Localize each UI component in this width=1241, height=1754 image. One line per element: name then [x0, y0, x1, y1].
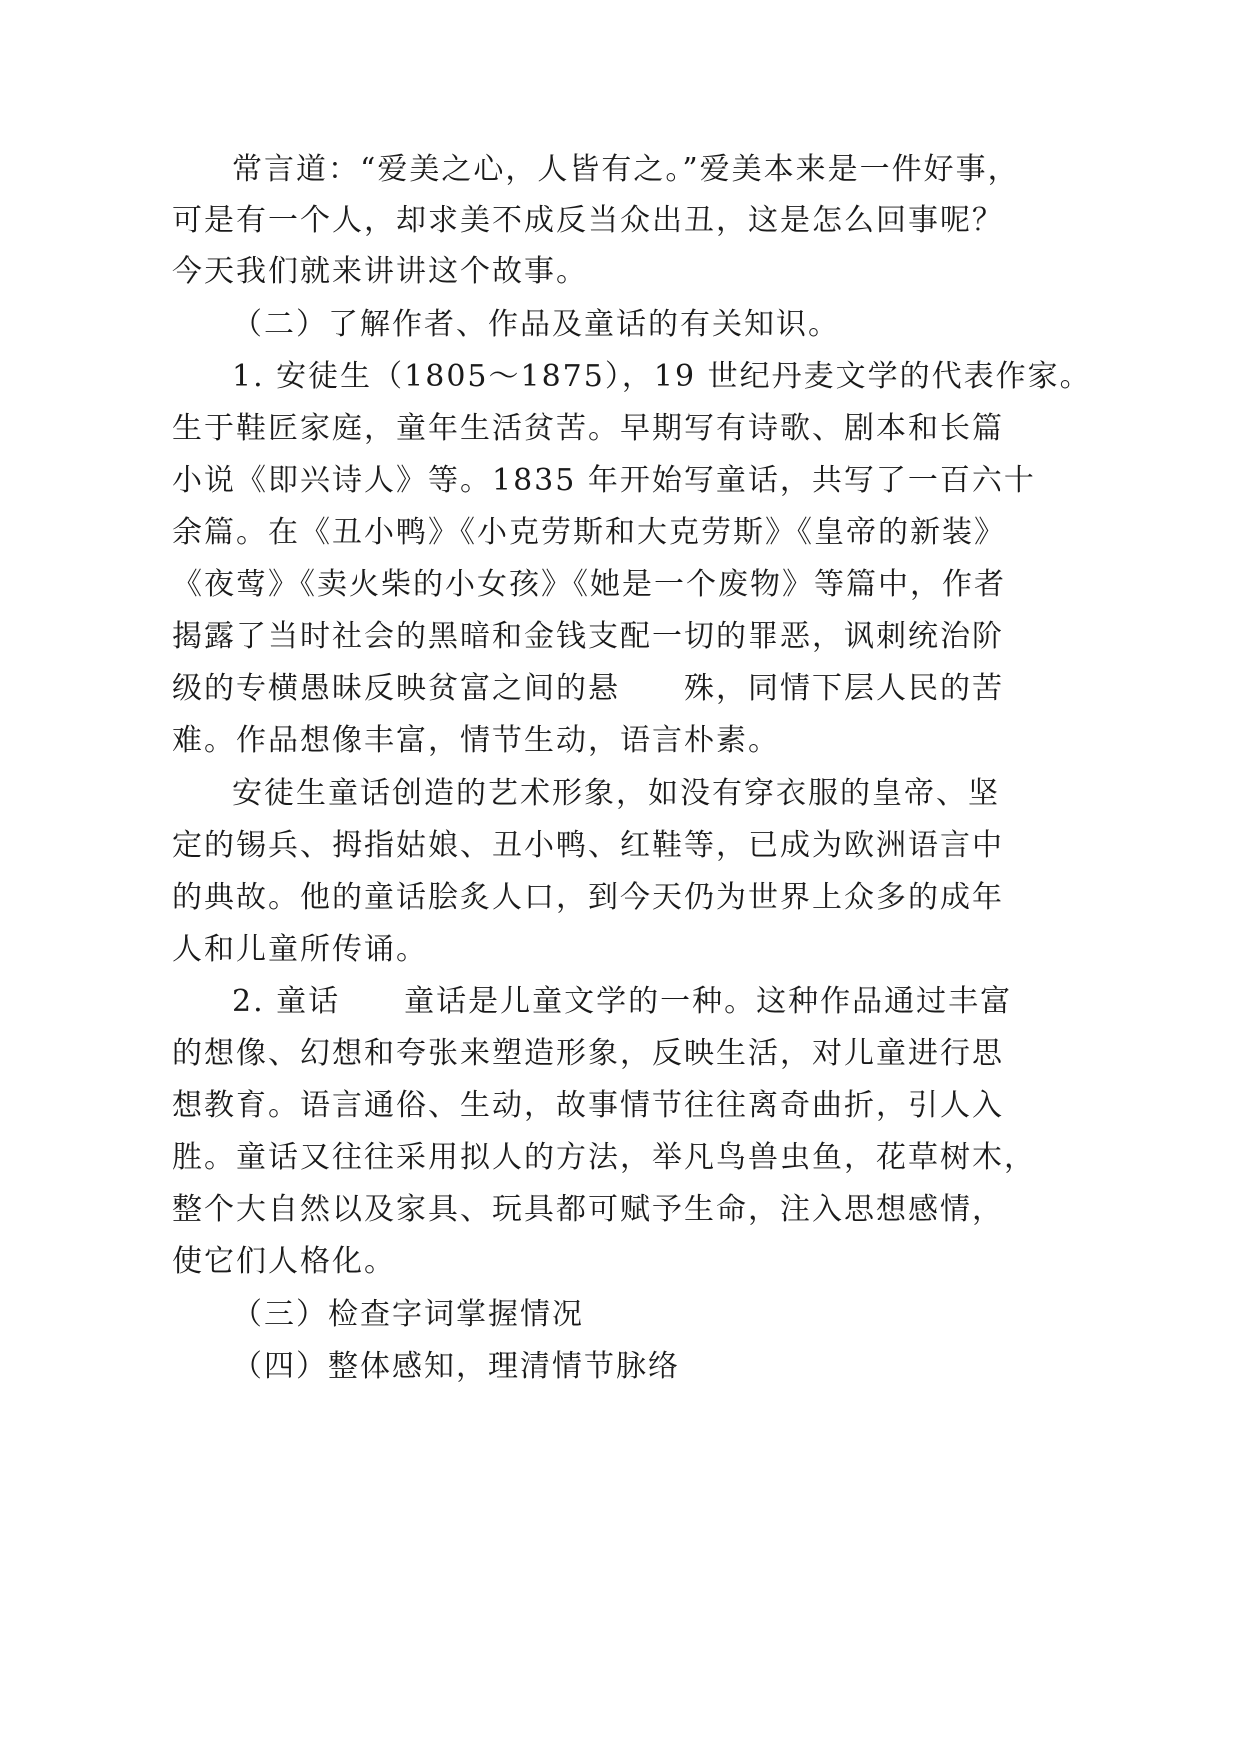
- paragraph-2-line-6: 揭露了当时社会的黑暗和金钱支配一切的罪恶，讽刺统治阶: [172, 619, 1004, 654]
- section-heading-4: （四）整体感知，理清情节脉络: [232, 1349, 680, 1384]
- paragraph-4-line-5: 整个大自然以及家具、玩具都可赋予生命，注入思想感情，: [172, 1192, 1004, 1227]
- paragraph-4-line-6: 使它们人格化。: [172, 1244, 396, 1279]
- paragraph-1-line-2: 可是有一个人，却求美不成反当众出丑，这是怎么回事呢？: [172, 203, 1004, 238]
- paragraph-3-line-1: 安徒生童话创造的艺术形象，如没有穿衣服的皇帝、坚: [232, 776, 1000, 811]
- paragraph-2-line-8: 难。作品想像丰富，情节生动，语言朴素。: [172, 723, 780, 758]
- paragraph-4-line-2: 的想像、幻想和夸张来塑造形象，反映生活，对儿童进行思: [172, 1036, 1004, 1071]
- paragraph-2-line-2: 生于鞋匠家庭，童年生活贫苦。早期写有诗歌、剧本和长篇: [172, 411, 1004, 446]
- paragraph-3-line-4: 人和儿童所传诵。: [172, 932, 428, 967]
- paragraph-1-line-3: 今天我们就来讲讲这个故事。: [172, 254, 588, 289]
- paragraph-2-line-3: 小说《即兴诗人》等。1835 年开始写童话，共写了一百六十: [172, 463, 1036, 498]
- paragraph-1-line-1: 常言道：“爱美之心，人皆有之。”爱美本来是一件好事，: [232, 152, 1020, 187]
- paragraph-4-line-1: 2. 童话 童话是儿童文学的一种。这种作品通过丰富: [232, 984, 1013, 1019]
- paragraph-2-line-1: 1. 安徒生（1805～1875），19 世纪丹麦文学的代表作家。: [232, 359, 1092, 394]
- paragraph-3-line-3: 的典故。他的童话脍炙人口，到今天仍为世界上众多的成年: [172, 880, 1004, 915]
- paragraph-2-line-4: 余篇。在《丑小鸭》《小克劳斯和大克劳斯》《皇帝的新装》: [172, 515, 1006, 550]
- paragraph-4-line-3: 想教育。语言通俗、生动，故事情节往往离奇曲折，引人入: [172, 1088, 1004, 1123]
- paragraph-2-line-5: 《夜莺》《卖火柴的小女孩》《她是一个废物》等篇中，作者: [172, 567, 1006, 602]
- paragraph-4-line-4: 胜。童话又往往采用拟人的方法，举凡鸟兽虫鱼，花草树木，: [172, 1140, 1036, 1175]
- section-heading-2: （二）了解作者、作品及童话的有关知识。: [232, 307, 840, 342]
- paragraph-3-line-2: 定的锡兵、拇指姑娘、丑小鸭、红鞋等，已成为欧洲语言中: [172, 828, 1004, 863]
- section-heading-3: （三）检查字词掌握情况: [232, 1297, 584, 1332]
- paragraph-2-line-7: 级的专横愚昧反映贫富之间的悬 殊，同情下层人民的苦: [172, 671, 1004, 706]
